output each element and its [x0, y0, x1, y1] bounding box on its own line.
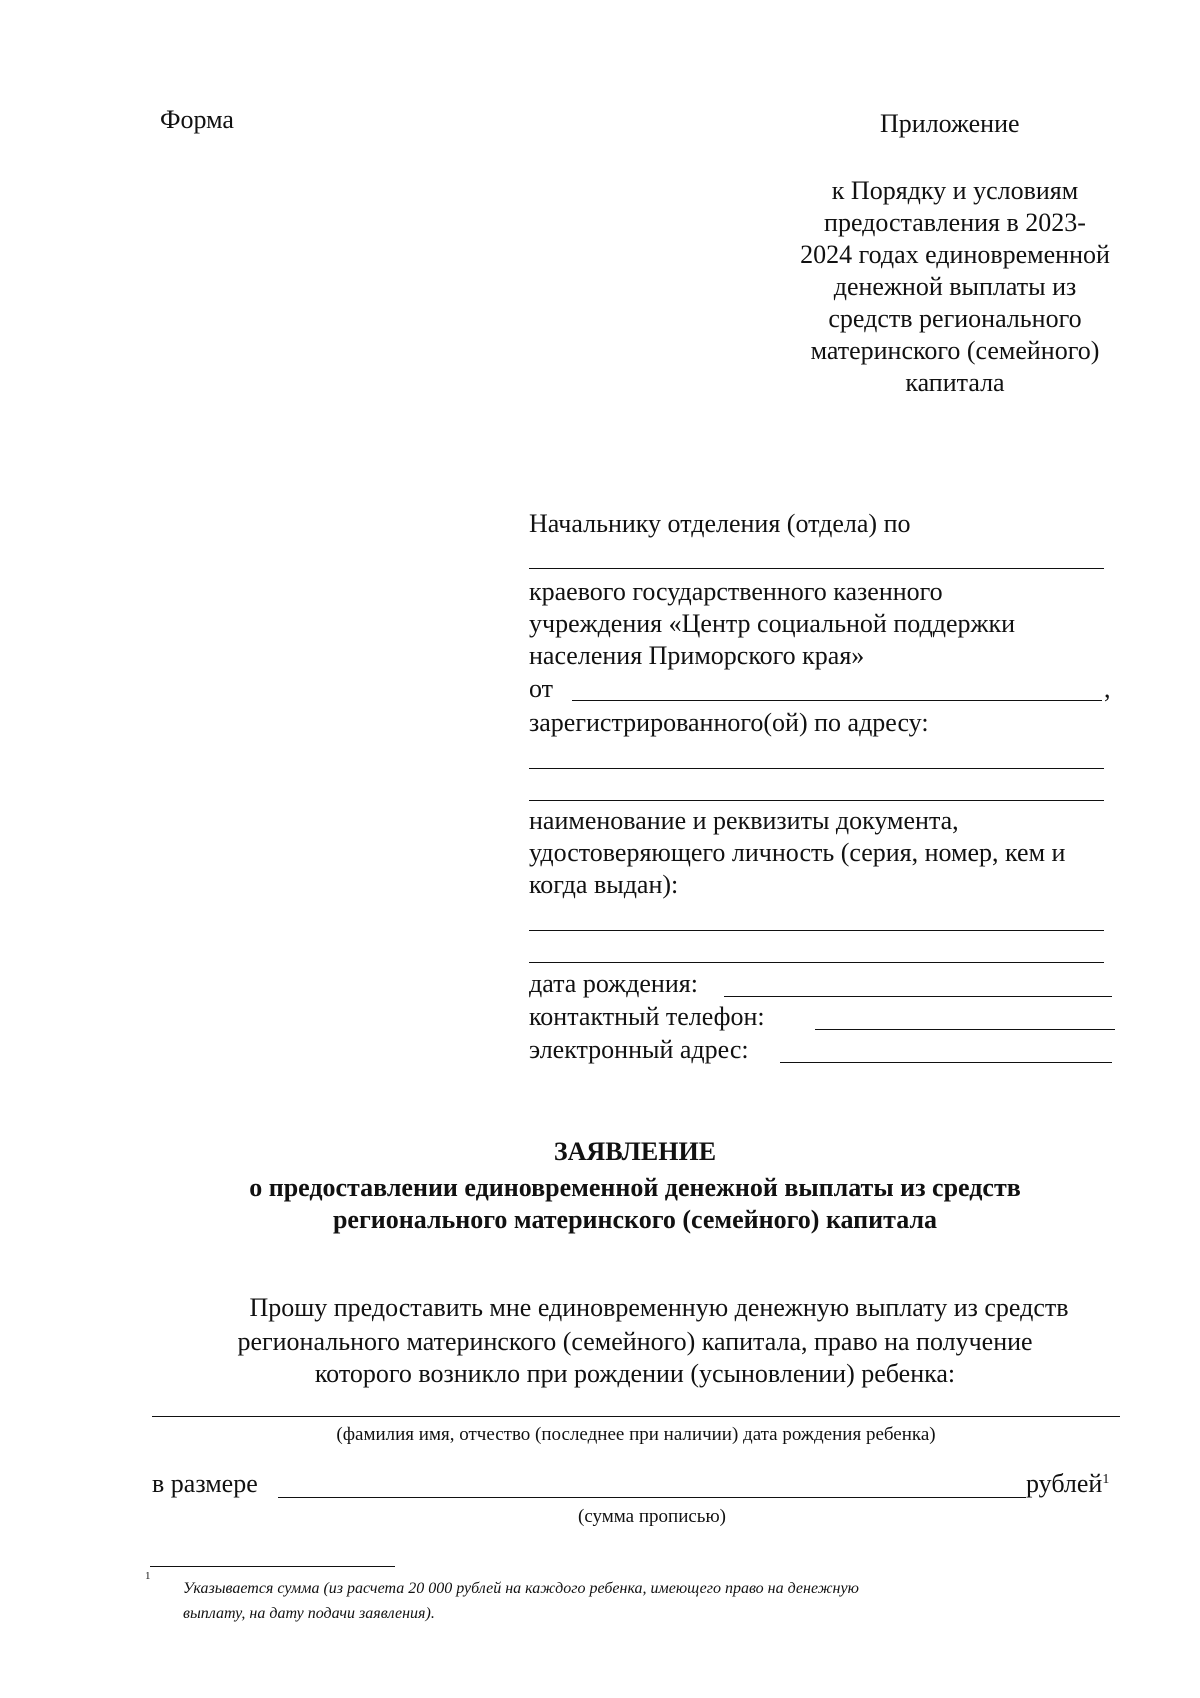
appendix-text	[770, 175, 1140, 399]
id-document-blank-line-1[interactable]	[529, 930, 1104, 931]
footnote-line: Указывается сумма (из расчета 20 000 рублей на каждого ребенка, имеющего право на денежную	[183, 1580, 859, 1597]
appendix-line: к Порядку и условиям	[831, 176, 1079, 205]
statement-subtitle-line: о предоставлении единовременной денежной выплаты из средств	[249, 1173, 1021, 1202]
id-document-line: удостоверяющего личность (серия, номер, кем и	[529, 838, 1066, 867]
appendix-title: Приложение	[880, 109, 1020, 138]
appendix-line: предоставления в 2023-	[824, 208, 1086, 237]
registered-label: зарегистрированного(ой) по адресу:	[529, 708, 929, 737]
birth-date-blank-line[interactable]	[724, 996, 1112, 997]
id-document-blank-line-2[interactable]	[529, 962, 1104, 963]
institution-text	[529, 576, 1015, 672]
institution-line: населения Приморского края»	[529, 641, 865, 670]
statement-body-cont	[0, 1326, 1200, 1390]
appendix-line: денежной выплаты из	[833, 272, 1077, 301]
email-label: электронный адрес:	[529, 1035, 749, 1064]
amount-caption: (сумма прописью)	[578, 1506, 726, 1527]
form-label: Форма	[160, 105, 234, 134]
amount-unit	[1026, 1468, 1109, 1500]
from-label: от	[529, 674, 554, 703]
statement-body-line: регионального материнского (семейного) капитала, право на получение	[237, 1327, 1033, 1356]
appendix-line: капитала	[905, 368, 1005, 397]
amount-unit-text: рублей	[1026, 1469, 1103, 1498]
birth-date-label: дата рождения:	[529, 969, 698, 998]
statement-body-line: которого возникло при рождении (усыновлении) ребенка:	[314, 1359, 956, 1388]
id-document-line: когда выдан):	[529, 870, 679, 899]
amount-footnote-mark: 1	[1102, 1472, 1110, 1487]
statement-body	[0, 1292, 1200, 1324]
institution-line: учреждения «Центр социальной поддержки	[529, 609, 1016, 638]
footnote-text	[183, 1576, 1113, 1626]
institution-line: краевого государственного казенного	[529, 577, 943, 606]
footnote-line: выплату, на дату подачи заявления).	[183, 1605, 435, 1622]
appendix-line: средств регионального	[828, 304, 1082, 333]
amount-blank-line[interactable]	[278, 1497, 1026, 1498]
from-comma: ,	[1104, 674, 1111, 703]
statement-subtitle	[0, 1172, 1200, 1236]
id-document-line: наименование и реквизиты документа,	[529, 806, 959, 835]
addressee-to-line: Начальнику отделения (отдела) по	[529, 509, 911, 538]
footnote-mark: 1	[145, 1570, 151, 1582]
statement-body-line: Прошу предоставить мне единовременную денежную выплату из средств	[249, 1293, 1069, 1322]
footnote-separator	[150, 1566, 395, 1567]
appendix-line: материнского (семейного)	[810, 336, 1100, 365]
amount-label: в размере	[152, 1469, 258, 1498]
statement-subtitle-line: регионального материнского (семейного) капитала	[332, 1205, 938, 1234]
id-document-text	[529, 805, 1065, 901]
child-info-caption: (фамилия имя, отчество (последнее при наличии) дата рождения ребенка)	[336, 1424, 936, 1445]
address-blank-line-2[interactable]	[529, 800, 1104, 801]
address-blank-line-1[interactable]	[529, 768, 1104, 769]
child-info-blank-line[interactable]	[152, 1416, 1120, 1417]
department-blank-line[interactable]	[529, 568, 1104, 569]
email-blank-line[interactable]	[780, 1062, 1112, 1063]
phone-blank-line[interactable]	[815, 1029, 1115, 1030]
phone-label: контактный телефон:	[529, 1002, 765, 1031]
from-blank-line[interactable]	[572, 700, 1102, 701]
statement-title: ЗАЯВЛЕНИЕ	[553, 1137, 717, 1166]
appendix-line: 2024 годах единовременной	[800, 240, 1110, 269]
